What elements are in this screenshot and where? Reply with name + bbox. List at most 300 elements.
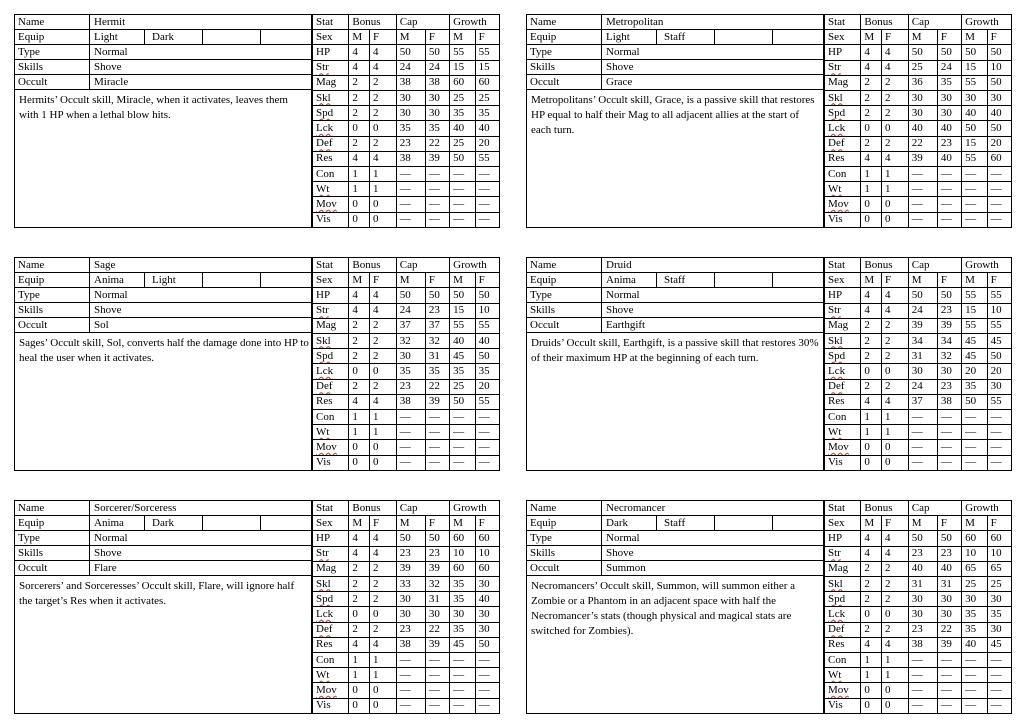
stat-value: — [940, 198, 952, 211]
stat-value: 2 [352, 380, 358, 393]
stat-value: 35 [478, 365, 490, 378]
stat-row [825, 698, 1012, 713]
stat-row [313, 106, 500, 121]
occult-value: Miracle [94, 76, 129, 88]
skills-row [15, 303, 311, 318]
stat-row [825, 197, 1012, 212]
stats-header-row [313, 501, 500, 516]
stat-value: 4 [864, 638, 870, 651]
stat-value: — [990, 653, 1002, 666]
female-label: F [882, 516, 909, 531]
stat-name: Lck [828, 365, 846, 378]
stat-value: — [940, 684, 952, 697]
stat-value: 24 [399, 304, 411, 317]
skills-value: Shove [94, 547, 122, 559]
occult-row [15, 318, 311, 333]
bonus-header: Bonus [349, 501, 396, 516]
stat-name: Skl [316, 91, 331, 104]
stat-value: — [399, 213, 411, 226]
stat-value: 4 [352, 638, 358, 651]
stat-value: 0 [885, 608, 891, 621]
stat-value: 30 [911, 592, 923, 605]
stat-row [825, 653, 1012, 668]
skills-value: Shove [94, 304, 122, 316]
stat-value: 2 [352, 319, 358, 332]
male-label: M [962, 30, 987, 45]
stat-value: 24 [428, 61, 440, 74]
stat-value: 50 [399, 46, 411, 58]
skills-label: Skills [530, 547, 556, 559]
stat-value: 55 [478, 319, 490, 332]
stat-value: 0 [864, 684, 870, 697]
stat-value: 2 [885, 76, 891, 89]
stat-value: 25 [453, 380, 465, 393]
growth-header: Growth [450, 258, 500, 273]
stat-row [313, 318, 500, 333]
stat-value: 15 [965, 61, 977, 74]
stat-value: 2 [864, 349, 870, 362]
stat-value: 30 [990, 623, 1002, 636]
stat-value: 40 [940, 562, 952, 575]
stat-row [313, 622, 500, 637]
stat-value: 0 [885, 365, 891, 378]
stat-value: 4 [885, 61, 891, 74]
stat-value: 50 [990, 349, 1002, 362]
stat-value: 39 [940, 638, 952, 651]
stat-name: Con [316, 410, 335, 423]
stat-name: Vis [828, 699, 843, 712]
stat-value: — [911, 198, 923, 211]
stat-value: 40 [478, 122, 490, 135]
stat-value: 4 [352, 532, 358, 544]
stat-value: 2 [373, 106, 379, 119]
cap-header: Cap [908, 258, 961, 273]
stat-row [825, 546, 1012, 561]
stat-name: HP [828, 289, 843, 301]
stat-value: 1 [864, 653, 870, 666]
stat-row [313, 364, 500, 379]
stat-value: 2 [352, 577, 358, 590]
stat-value: 35 [428, 365, 440, 378]
stat-row [825, 136, 1012, 151]
female-label: F [425, 516, 449, 531]
stat-value: 4 [352, 395, 358, 408]
stat-value: 2 [864, 76, 870, 89]
stat-value: 39 [940, 319, 952, 332]
stat-value: 23 [911, 623, 923, 636]
stat-value: 35 [940, 76, 952, 89]
stat-value: 40 [478, 592, 490, 605]
stat-value: 38 [399, 395, 411, 408]
female-label: F [882, 273, 909, 288]
stat-value: — [453, 213, 465, 226]
stat-row [313, 45, 500, 60]
stat-value: 30 [453, 608, 465, 621]
stat-row [313, 410, 500, 425]
stat-name: Spd [828, 106, 846, 119]
stat-row [313, 394, 500, 409]
stat-value: 23 [940, 547, 952, 560]
stat-value: 55 [965, 289, 977, 301]
stat-value: — [940, 668, 952, 681]
stat-name: Lck [316, 122, 334, 135]
stat-value: 50 [428, 46, 440, 58]
stat-value: 20 [990, 137, 1002, 150]
stat-value: 2 [885, 577, 891, 590]
stat-value: 1 [373, 410, 379, 423]
stat-value: 35 [965, 623, 977, 636]
stat-row [313, 546, 500, 561]
stat-row [825, 106, 1012, 121]
stat-value: — [965, 699, 977, 712]
stat-value: — [399, 441, 411, 454]
stat-value: 45 [965, 334, 977, 347]
bonus-header: Bonus [349, 258, 396, 273]
stat-row [313, 607, 500, 622]
stat-row [825, 167, 1012, 182]
stat-value: 24 [399, 61, 411, 74]
type-label: Type [530, 289, 552, 301]
stat-row [313, 212, 500, 227]
stat-value: — [990, 410, 1002, 423]
stat-value: 1 [885, 668, 891, 681]
stat-name: Str [828, 304, 841, 317]
stat-value: — [478, 182, 490, 195]
stat-value: 30 [940, 106, 952, 119]
name-row [527, 501, 823, 516]
skills-row [15, 60, 311, 75]
stat-value: 50 [940, 532, 952, 544]
stat-name: Str [316, 61, 329, 74]
stat-value: 30 [911, 365, 923, 378]
skills-label: Skills [18, 304, 44, 316]
cap-header: Cap [396, 15, 449, 30]
occult-row [527, 561, 823, 576]
stat-value: 34 [911, 334, 923, 347]
stat-name: Res [316, 638, 333, 651]
male-label: M [450, 273, 475, 288]
stat-name: Con [316, 653, 335, 666]
stat-name: Skl [316, 334, 331, 347]
equip-row [527, 273, 823, 288]
stat-header: Stat [313, 15, 349, 30]
stat-value: 2 [864, 106, 870, 119]
stat-value: 0 [373, 365, 379, 378]
stat-value: — [940, 167, 952, 180]
stat-value: — [965, 213, 977, 226]
stat-value: — [940, 425, 952, 438]
stat-value: 2 [373, 577, 379, 590]
sex-label: Sex [313, 30, 349, 45]
stat-value: — [428, 684, 440, 697]
stat-value: 30 [399, 592, 411, 605]
stat-value: 0 [864, 122, 870, 135]
stat-value: 23 [940, 380, 952, 393]
stat-value: 2 [352, 91, 358, 104]
divider [260, 516, 261, 530]
stat-row [313, 197, 500, 212]
stat-row [313, 637, 500, 652]
stat-value: 50 [990, 76, 1002, 89]
stat-value: 10 [990, 61, 1002, 74]
stat-value: 0 [352, 198, 358, 211]
stat-value: 39 [911, 152, 923, 165]
stat-value: 32 [399, 334, 411, 347]
stat-row [313, 683, 500, 698]
stat-value: 45 [990, 638, 1002, 651]
stat-value: 0 [885, 198, 891, 211]
stat-value: — [940, 441, 952, 454]
stat-value: 30 [399, 106, 411, 119]
stat-value: 4 [373, 532, 379, 544]
stat-value: 2 [864, 334, 870, 347]
stat-row [313, 151, 500, 166]
stat-value: 50 [911, 289, 923, 301]
class-card [526, 14, 1012, 228]
bonus-header: Bonus [349, 15, 396, 30]
stat-value: 1 [864, 182, 870, 195]
stat-value: — [428, 668, 440, 681]
female-label: F [475, 273, 499, 288]
stat-value: 10 [478, 547, 490, 560]
class-card [526, 500, 1012, 714]
stat-value: 35 [453, 106, 465, 119]
stat-name: HP [828, 46, 843, 58]
equip-secondary: Staff [664, 274, 686, 286]
stat-value: 30 [399, 608, 411, 621]
stat-value: 1 [373, 182, 379, 195]
stat-value: 30 [478, 577, 490, 590]
stat-value: 0 [373, 198, 379, 211]
stat-value: 38 [399, 638, 411, 651]
stat-value: 37 [399, 319, 411, 332]
stat-value: 50 [990, 122, 1002, 135]
stat-value: 30 [911, 608, 923, 621]
name-label: Name [18, 16, 45, 28]
stat-value: 4 [864, 532, 870, 544]
male-label: M [861, 516, 882, 531]
stat-value: 4 [373, 152, 379, 165]
type-value: Normal [606, 289, 640, 301]
stat-name: Def [316, 380, 333, 393]
stat-value: 2 [864, 623, 870, 636]
stat-name: Wt [828, 668, 842, 681]
stat-row [313, 288, 500, 303]
stat-value: 37 [911, 395, 923, 408]
male-label: M [349, 273, 370, 288]
stat-value: 10 [478, 304, 490, 317]
name-row [15, 15, 311, 30]
stat-value: — [990, 198, 1002, 211]
stat-name: Def [316, 137, 333, 150]
stat-value: 31 [911, 349, 923, 362]
stat-value: — [478, 699, 490, 712]
equip-primary: Anima [94, 517, 124, 529]
stat-value: 0 [864, 213, 870, 226]
stats-header-row [313, 15, 500, 30]
divider [260, 273, 261, 287]
male-label: M [396, 273, 425, 288]
stat-value: 36 [911, 76, 923, 89]
equip-label: Equip [530, 517, 557, 529]
stat-value: 23 [940, 137, 952, 150]
stat-value: 10 [990, 547, 1002, 560]
stat-value: 2 [864, 91, 870, 104]
stat-name: Con [828, 653, 847, 666]
equip-primary: Anima [94, 274, 124, 286]
stat-value: — [399, 668, 411, 681]
stat-value: 40 [965, 638, 977, 651]
stat-value: — [428, 410, 440, 423]
stat-value: 2 [373, 319, 379, 332]
stat-value: 30 [990, 380, 1002, 393]
stat-value: 50 [399, 532, 411, 544]
stat-value: — [911, 653, 923, 666]
stat-value: 15 [965, 137, 977, 150]
stat-value: 4 [352, 304, 358, 317]
stat-value: — [453, 456, 465, 469]
stat-value: 2 [885, 319, 891, 332]
equip-primary: Anima [606, 274, 636, 286]
stat-value: 55 [478, 395, 490, 408]
stat-value: 32 [940, 349, 952, 362]
stat-value: 0 [885, 699, 891, 712]
male-label: M [962, 273, 987, 288]
stat-value: 55 [453, 46, 465, 58]
type-label: Type [18, 289, 40, 301]
stat-value: — [453, 425, 465, 438]
bonus-header: Bonus [861, 258, 908, 273]
stat-name: Mov [828, 441, 849, 454]
stat-value: 60 [453, 562, 465, 575]
stat-value: — [965, 410, 977, 423]
equip-primary: Light [94, 31, 118, 43]
stats-header-row [313, 258, 500, 273]
stat-value: 35 [428, 122, 440, 135]
stat-value: 2 [352, 334, 358, 347]
skills-label: Skills [530, 304, 556, 316]
type-value: Normal [606, 532, 640, 544]
stat-value: — [428, 198, 440, 211]
stat-value: 39 [399, 562, 411, 575]
stat-row [313, 167, 500, 182]
female-label: F [937, 30, 961, 45]
stat-value: — [911, 213, 923, 226]
stat-value: 4 [373, 61, 379, 74]
stat-value: 55 [990, 319, 1002, 332]
stat-value: 2 [373, 91, 379, 104]
skills-value: Shove [606, 547, 634, 559]
class-name: Druid [606, 259, 632, 271]
stat-value: 2 [864, 319, 870, 332]
name-label: Name [530, 259, 557, 271]
equip-row [527, 30, 823, 45]
class-info-panel [14, 500, 312, 714]
stat-value: 0 [373, 608, 379, 621]
stat-row [825, 45, 1012, 60]
divider [144, 273, 145, 287]
stat-value: 50 [940, 289, 952, 301]
stat-row [313, 577, 500, 592]
female-label: F [475, 30, 499, 45]
stat-value: 40 [965, 106, 977, 119]
stat-value: 1 [352, 410, 358, 423]
stat-value: 4 [864, 395, 870, 408]
stat-value: 4 [864, 289, 870, 301]
stat-value: 60 [990, 532, 1002, 544]
stat-value: 40 [453, 334, 465, 347]
stat-row [313, 653, 500, 668]
stat-value: 1 [885, 167, 891, 180]
stat-name: Def [828, 380, 845, 393]
divider [714, 273, 715, 287]
stat-value: 23 [399, 623, 411, 636]
female-label: F [937, 516, 961, 531]
stat-value: — [940, 182, 952, 195]
stat-value: 1 [885, 653, 891, 666]
stat-value: 50 [965, 395, 977, 408]
male-label: M [396, 516, 425, 531]
stat-value: 50 [399, 289, 411, 301]
male-label: M [908, 516, 937, 531]
stat-row [313, 60, 500, 75]
stat-value: — [478, 653, 490, 666]
stat-value: 2 [373, 76, 379, 89]
stat-value: 60 [453, 532, 465, 544]
stat-value: 25 [965, 577, 977, 590]
stat-row [825, 60, 1012, 75]
stat-value: — [990, 213, 1002, 226]
stat-value: 4 [864, 152, 870, 165]
stat-value: 50 [911, 46, 923, 58]
stat-value: 2 [885, 91, 891, 104]
stat-value: 2 [373, 334, 379, 347]
type-value: Normal [606, 46, 640, 58]
name-row [527, 258, 823, 273]
stat-header: Stat [313, 258, 349, 273]
stat-value: 30 [940, 592, 952, 605]
stat-value: 2 [864, 380, 870, 393]
growth-header: Growth [450, 15, 500, 30]
stat-value: 60 [478, 532, 490, 544]
class-info-panel [526, 500, 824, 714]
stat-value: 2 [885, 380, 891, 393]
occult-label: Occult [18, 76, 48, 88]
stat-value: 1 [885, 182, 891, 195]
stat-row [313, 121, 500, 136]
female-label: F [987, 30, 1011, 45]
occult-value: Summon [606, 562, 646, 574]
stat-value: 35 [965, 608, 977, 621]
stat-value: — [911, 167, 923, 180]
stat-value: 4 [864, 61, 870, 74]
occult-description: Necromancers’ Occult skill, Summon, will summon either a Zombie or a Phantom in an adjacent space with half the Necromancer’s stats (though physical and magical stats are switched for Zombies). [531, 580, 796, 637]
stat-value: — [453, 182, 465, 195]
growth-header: Growth [962, 258, 1012, 273]
skills-value: Shove [606, 61, 634, 73]
stat-value: 2 [885, 106, 891, 119]
sex-row [825, 516, 1012, 531]
stat-value: — [478, 668, 490, 681]
stat-value: 0 [352, 684, 358, 697]
divider [772, 30, 773, 44]
occult-description: Sages’ Occult skill, Sol, converts half the damage done into HP to heal the user when it activates. [19, 337, 309, 364]
stat-value: 45 [453, 349, 465, 362]
name-label: Name [18, 502, 45, 514]
stat-value: — [965, 456, 977, 469]
name-row [527, 15, 823, 30]
stat-value: — [428, 213, 440, 226]
